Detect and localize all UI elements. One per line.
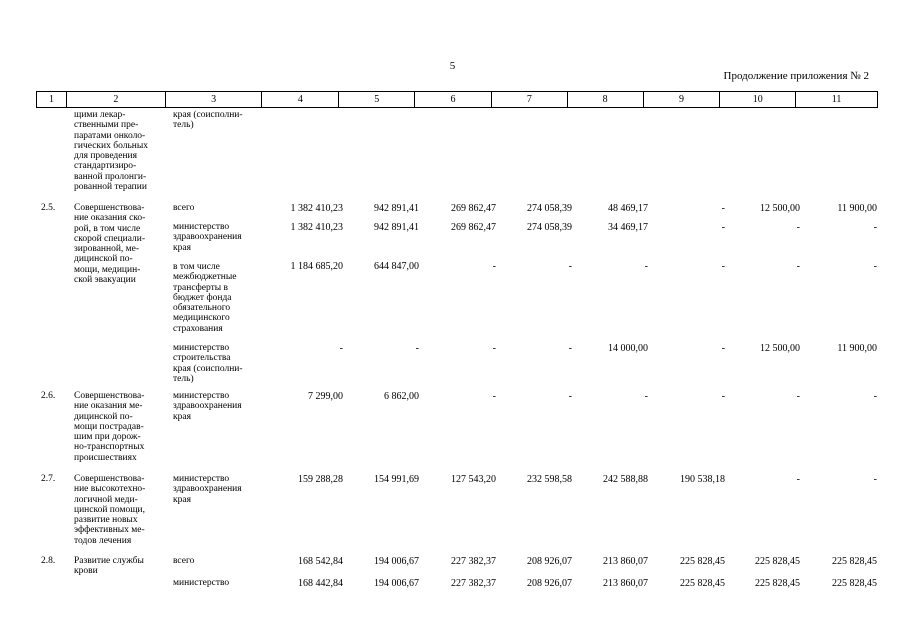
funding-value-cell: 225 828,45: [680, 578, 725, 589]
funding-value-cell: -: [873, 391, 877, 402]
funding-value-cell: -: [721, 391, 725, 402]
funding-value-cell: -: [339, 343, 343, 354]
funding-value-cell: -: [492, 391, 496, 402]
funding-value-cell: 208 926,07: [527, 556, 572, 567]
executor-cell: всего: [173, 556, 195, 566]
funding-value-cell: 11 900,00: [837, 203, 877, 214]
funding-value-cell: -: [721, 343, 725, 354]
funding-value-cell: 225 828,45: [832, 556, 877, 567]
funding-value-cell: 194 006,67: [374, 556, 419, 567]
funding-value-cell: 942 891,41: [374, 203, 419, 214]
header-col-3: 3: [166, 92, 263, 107]
header-col-10: 10: [720, 92, 796, 107]
funding-value-cell: 242 588,88: [603, 474, 648, 485]
measure-number: 2.7.: [41, 474, 56, 484]
funding-value-cell: 34 469,17: [608, 222, 648, 233]
funding-value-cell: -: [492, 261, 496, 272]
funding-value-cell: -: [721, 261, 725, 272]
funding-value-cell: 48 469,17: [608, 203, 648, 214]
measure-name-cell: Развитие службы крови: [74, 556, 144, 577]
funding-value-cell: 213 860,07: [603, 556, 648, 567]
funding-value-cell: 190 538,18: [680, 474, 725, 485]
funding-value-cell: 225 828,45: [755, 556, 800, 567]
funding-value-cell: 11 900,00: [837, 343, 877, 354]
executor-cell: министерство здравоохранения края: [173, 222, 242, 253]
funding-value-cell: 12 500,00: [760, 343, 800, 354]
funding-value-cell: -: [492, 343, 496, 354]
funding-value-cell: 127 543,20: [451, 474, 496, 485]
measure-number: 2.6.: [41, 391, 56, 401]
funding-value-cell: 7 299,00: [308, 391, 343, 402]
funding-value-cell: -: [796, 391, 800, 402]
executor-cell: всего: [173, 203, 195, 213]
funding-value-cell: -: [644, 391, 648, 402]
header-col-11: 11: [831, 94, 842, 105]
funding-value-cell: 14 000,00: [608, 343, 648, 354]
measure-name-cell: Совершенствова- ние оказания ско- рой, в том числе скорой специали- зированной, ме- дицинской по- мощи, медицин- ской эвакуации: [74, 203, 146, 286]
funding-value-cell: 225 828,45: [755, 578, 800, 589]
executor-cell: министерство здравоохранения края: [173, 391, 242, 422]
funding-value-cell: 1 382 410,23: [290, 203, 343, 214]
funding-value-cell: 194 006,67: [374, 578, 419, 589]
page-number: 5: [449, 60, 456, 72]
funding-value-cell: 225 828,45: [680, 556, 725, 567]
executor-cell: края (соисполни- тель): [173, 110, 243, 131]
funding-value-cell: -: [796, 261, 800, 272]
funding-value-cell: 1 184 685,20: [290, 261, 343, 272]
measure-name-cell: щими лекар- ственными пре- паратами онколо- гических больных для проведения стандартизиро- ванной пролонги- рованной терапии: [74, 110, 149, 193]
funding-value-cell: -: [796, 222, 800, 233]
funding-value-cell: 227 382,37: [451, 578, 496, 589]
funding-value-cell: -: [568, 261, 572, 272]
funding-value-cell: -: [873, 474, 877, 485]
header-col-5: 5: [339, 92, 415, 107]
funding-value-cell: -: [415, 343, 419, 354]
funding-value-cell: 1 382 410,23: [290, 222, 343, 233]
header-col-7: 7: [492, 92, 568, 107]
funding-value-cell: -: [721, 203, 725, 214]
funding-value-cell: -: [568, 343, 572, 354]
measure-number: 2.5.: [41, 203, 56, 213]
funding-value-cell: 274 058,39: [527, 222, 572, 233]
funding-value-cell: -: [721, 222, 725, 233]
funding-value-cell: 269 862,47: [451, 222, 496, 233]
funding-value-cell: -: [568, 391, 572, 402]
executor-cell: в том числе межбюджетные трансферты в бюджет фонда обязательного медицинского страхования: [173, 262, 237, 334]
header-col-1: 1: [37, 92, 67, 107]
funding-value-cell: 168 442,84: [298, 578, 343, 589]
funding-value-cell: 225 828,45: [832, 578, 877, 589]
measure-number: 2.8.: [41, 556, 56, 566]
funding-value-cell: 6 862,00: [384, 391, 419, 402]
executor-cell: министерство здравоохранения края: [173, 474, 242, 505]
header-col-4: 4: [262, 92, 339, 107]
table-header: [36, 91, 878, 108]
executor-cell: министерство строительства края (соисполни- тель): [173, 343, 243, 384]
funding-value-cell: 942 891,41: [374, 222, 419, 233]
continuation-caption: Продолжение приложения № 2: [723, 70, 869, 82]
measure-name-cell: Совершенствова- ние оказания ме- дицинской по- мощи пострадав- шим при дорож- но-транспортных происшествиях: [74, 391, 145, 463]
header-col-8: 8: [568, 92, 644, 107]
funding-value-cell: 159 288,28: [298, 474, 343, 485]
funding-value-cell: -: [873, 222, 877, 233]
funding-value-cell: 269 862,47: [451, 203, 496, 214]
funding-value-cell: 644 847,00: [374, 261, 419, 272]
header-col-9: 9: [644, 92, 721, 107]
funding-value-cell: -: [796, 474, 800, 485]
funding-value-cell: -: [644, 261, 648, 272]
measure-name-cell: Совершенствова- ние высокотехно- логичной меди- цинской помощи, развитие новых эффективных ме- тодов лечения: [74, 474, 146, 546]
funding-value-cell: 208 926,07: [527, 578, 572, 589]
funding-value-cell: 154 991,69: [374, 474, 419, 485]
header-col-2: 2: [67, 92, 166, 107]
funding-value-cell: 227 382,37: [451, 556, 496, 567]
funding-value-cell: 232 598,58: [527, 474, 572, 485]
funding-value-cell: 12 500,00: [760, 203, 800, 214]
funding-value-cell: 274 058,39: [527, 203, 572, 214]
funding-value-cell: 213 860,07: [603, 578, 648, 589]
funding-value-cell: 168 542,84: [298, 556, 343, 567]
header-col-6: 6: [415, 92, 492, 107]
executor-cell: министерство: [173, 578, 230, 588]
funding-value-cell: -: [873, 261, 877, 272]
